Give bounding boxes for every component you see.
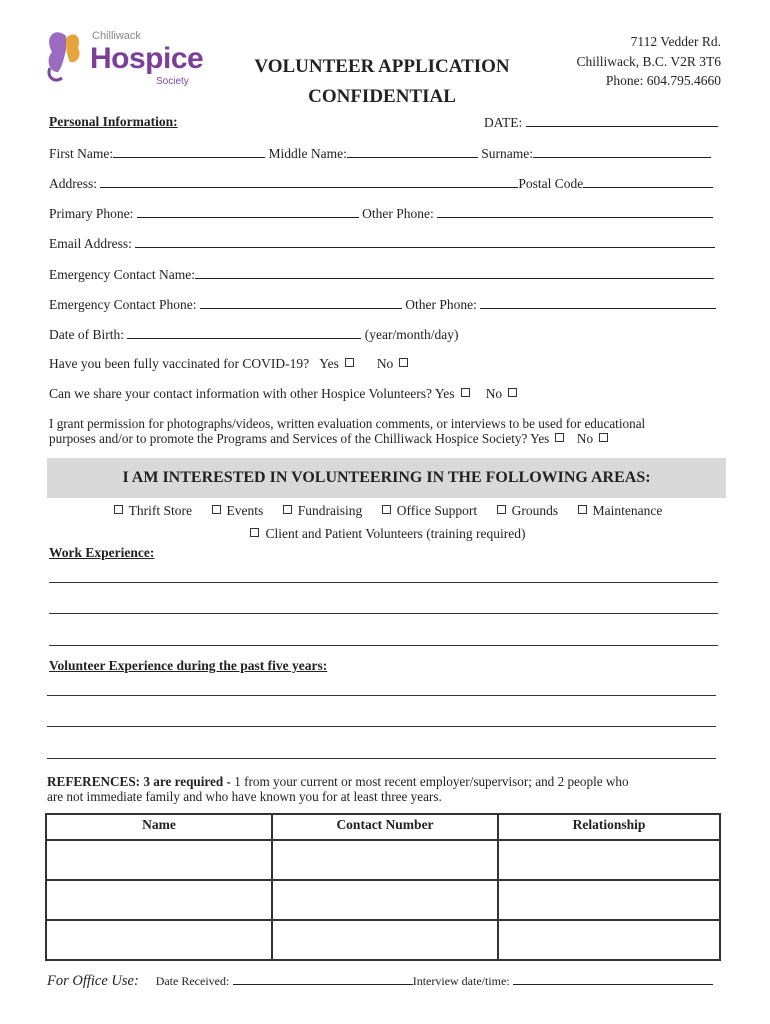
dob-row [49,326,458,343]
date-label: DATE: [484,115,523,130]
emergency-other-phone-field[interactable] [480,296,716,309]
office-support-label: Office Support [396,503,478,518]
covid-no-checkbox[interactable] [399,358,408,367]
references-intro-bold: REFERENCES: 3 are required - [47,774,231,789]
volunteer-line-2[interactable] [47,726,716,727]
references-header-row [46,814,720,840]
emergency-name-row [49,266,714,283]
interest-options-row [0,503,770,519]
client-patient-label: Client and Patient Volunteers (training required) [265,526,526,541]
interests-banner-text: I AM INTERESTED IN VOLUNTEERING IN THE FOLLOWING AREAS: [122,469,651,486]
date-received-field[interactable] [233,974,413,985]
logo [44,26,204,92]
emergency-name-label: Emergency Contact Name: [49,267,195,282]
grounds-checkbox[interactable] [497,505,506,514]
work-line-3[interactable] [49,645,718,646]
office-support-checkbox[interactable] [382,505,391,514]
primary-phone-field[interactable] [137,205,359,218]
share-yes-checkbox[interactable] [461,388,470,397]
interview-label: Interview date/time: [412,974,510,988]
client-patient-checkbox[interactable] [250,528,259,537]
primary-phone-label: Primary Phone: [49,206,134,221]
permission-line2: purposes and/or to promote the Programs and Services of the Chilliwack Hospice Society? [49,431,528,446]
ref2-name-cell[interactable] [46,880,272,920]
col-relationship-header: Relationship [498,814,720,840]
logo-top-text: Chilliwack [92,30,141,42]
covid-yes-label: Yes [319,356,339,371]
ref1-relationship-cell[interactable] [498,840,720,880]
maintenance-checkbox[interactable] [578,505,587,514]
interview-field[interactable] [513,974,713,985]
butterfly-logo-icon [44,28,84,86]
ref2-contact-cell[interactable] [272,880,498,920]
table-row [46,840,720,880]
fundraising-checkbox[interactable] [283,505,292,514]
office-use-label: For Office Use: [47,973,139,989]
work-experience-heading: Work Experience: [49,545,155,560]
share-no-checkbox[interactable] [508,388,517,397]
permission-line1: I grant permission for photographs/videos, written evaluation comments, or interviews to be used for educational [49,416,646,431]
form-title: VOLUNTEER APPLICATION [254,56,510,77]
dob-format: (year/month/day) [364,327,459,342]
ref1-name-cell[interactable] [46,840,272,880]
name-row [49,145,711,162]
ref3-name-cell[interactable] [46,920,272,960]
address-row [49,175,713,192]
personal-info-heading: Personal Information: [49,114,178,129]
emergency-name-field[interactable] [195,266,714,279]
emergency-other-phone-label: Other Phone: [405,297,477,312]
volunteer-line-1[interactable] [47,695,716,696]
dob-label: Date of Birth: [49,327,124,342]
form-subtitle: CONFIDENTIAL [308,86,456,107]
phone-row [49,205,713,222]
interests-banner [47,458,726,498]
client-option-row [0,526,770,542]
fundraising-label: Fundraising [297,503,363,518]
covid-no-label: No [376,356,394,371]
col-contact-header: Contact Number [272,814,498,840]
date-field[interactable] [526,114,718,127]
permission-row [49,431,614,447]
dob-field[interactable] [127,326,361,339]
org-address-line2: Chilliwack, B.C. V2R 3T6 [576,54,721,69]
surname-field[interactable] [533,145,711,158]
org-phone: Phone: 604.795.4660 [605,73,721,88]
surname-label: Surname: [481,146,533,161]
emergency-phone-label: Emergency Contact Phone: [49,297,197,312]
emergency-phone-row [49,296,716,313]
middle-name-field[interactable] [347,145,478,158]
permission-yes-checkbox[interactable] [555,433,564,442]
postal-code-label: Postal Code [518,176,584,191]
date-row [484,114,718,131]
share-question: Can we share your contact information with other Hospice Volunteers? [49,386,433,401]
logo-bottom-text: Society [156,76,189,87]
col-name-header: Name [46,814,272,840]
address-field[interactable] [100,175,518,188]
grounds-label: Grounds [511,503,559,518]
references-table [45,813,721,961]
events-checkbox[interactable] [212,505,221,514]
ref2-relationship-cell[interactable] [498,880,720,920]
ref3-relationship-cell[interactable] [498,920,720,960]
ref1-contact-cell[interactable] [272,840,498,880]
ref3-contact-cell[interactable] [272,920,498,960]
events-label: Events [226,503,264,518]
email-label: Email Address: [49,236,132,251]
postal-code-field[interactable] [583,175,713,188]
first-name-field[interactable] [113,145,265,158]
table-row [46,880,720,920]
first-name-label: First Name: [49,146,114,161]
email-row [49,235,715,252]
volunteer-experience-heading: Volunteer Experience during the past five years: [49,658,328,673]
share-row [49,386,523,402]
references-intro-line2: are not immediate family and who have known you for at least three years. [47,789,442,804]
office-use-row [47,973,713,989]
references-intro-rest: 1 from your current or most recent employer/supervisor; and 2 people who [230,774,629,789]
middle-name-label: Middle Name: [268,146,347,161]
covid-row [49,356,414,372]
date-received-label: Date Received: [155,974,230,988]
work-line-2[interactable] [49,613,718,614]
covid-question: Have you been fully vaccinated for COVID-19? [49,356,310,371]
org-address-line1: 7112 Vedder Rd. [630,34,721,49]
covid-yes-checkbox[interactable] [345,358,354,367]
table-row [46,920,720,960]
volunteer-line-3[interactable] [47,758,716,759]
logo-main-text: Hospice [90,42,204,75]
address-label: Address: [49,176,97,191]
share-yes-label: Yes [434,386,455,401]
maintenance-label: Maintenance [592,503,663,518]
permission-no-checkbox[interactable] [599,433,608,442]
permission-no-label: No [576,431,594,446]
references-intro [47,774,629,790]
permission-yes-label: Yes [530,431,550,446]
work-line-1[interactable] [49,582,718,583]
other-phone-field[interactable] [437,205,713,218]
other-phone-label: Other Phone: [362,206,434,221]
thrift-store-checkbox[interactable] [114,505,123,514]
email-field[interactable] [135,235,715,248]
thrift-store-label: Thrift Store [128,503,192,518]
emergency-phone-field[interactable] [200,296,402,309]
share-no-label: No [485,386,503,401]
